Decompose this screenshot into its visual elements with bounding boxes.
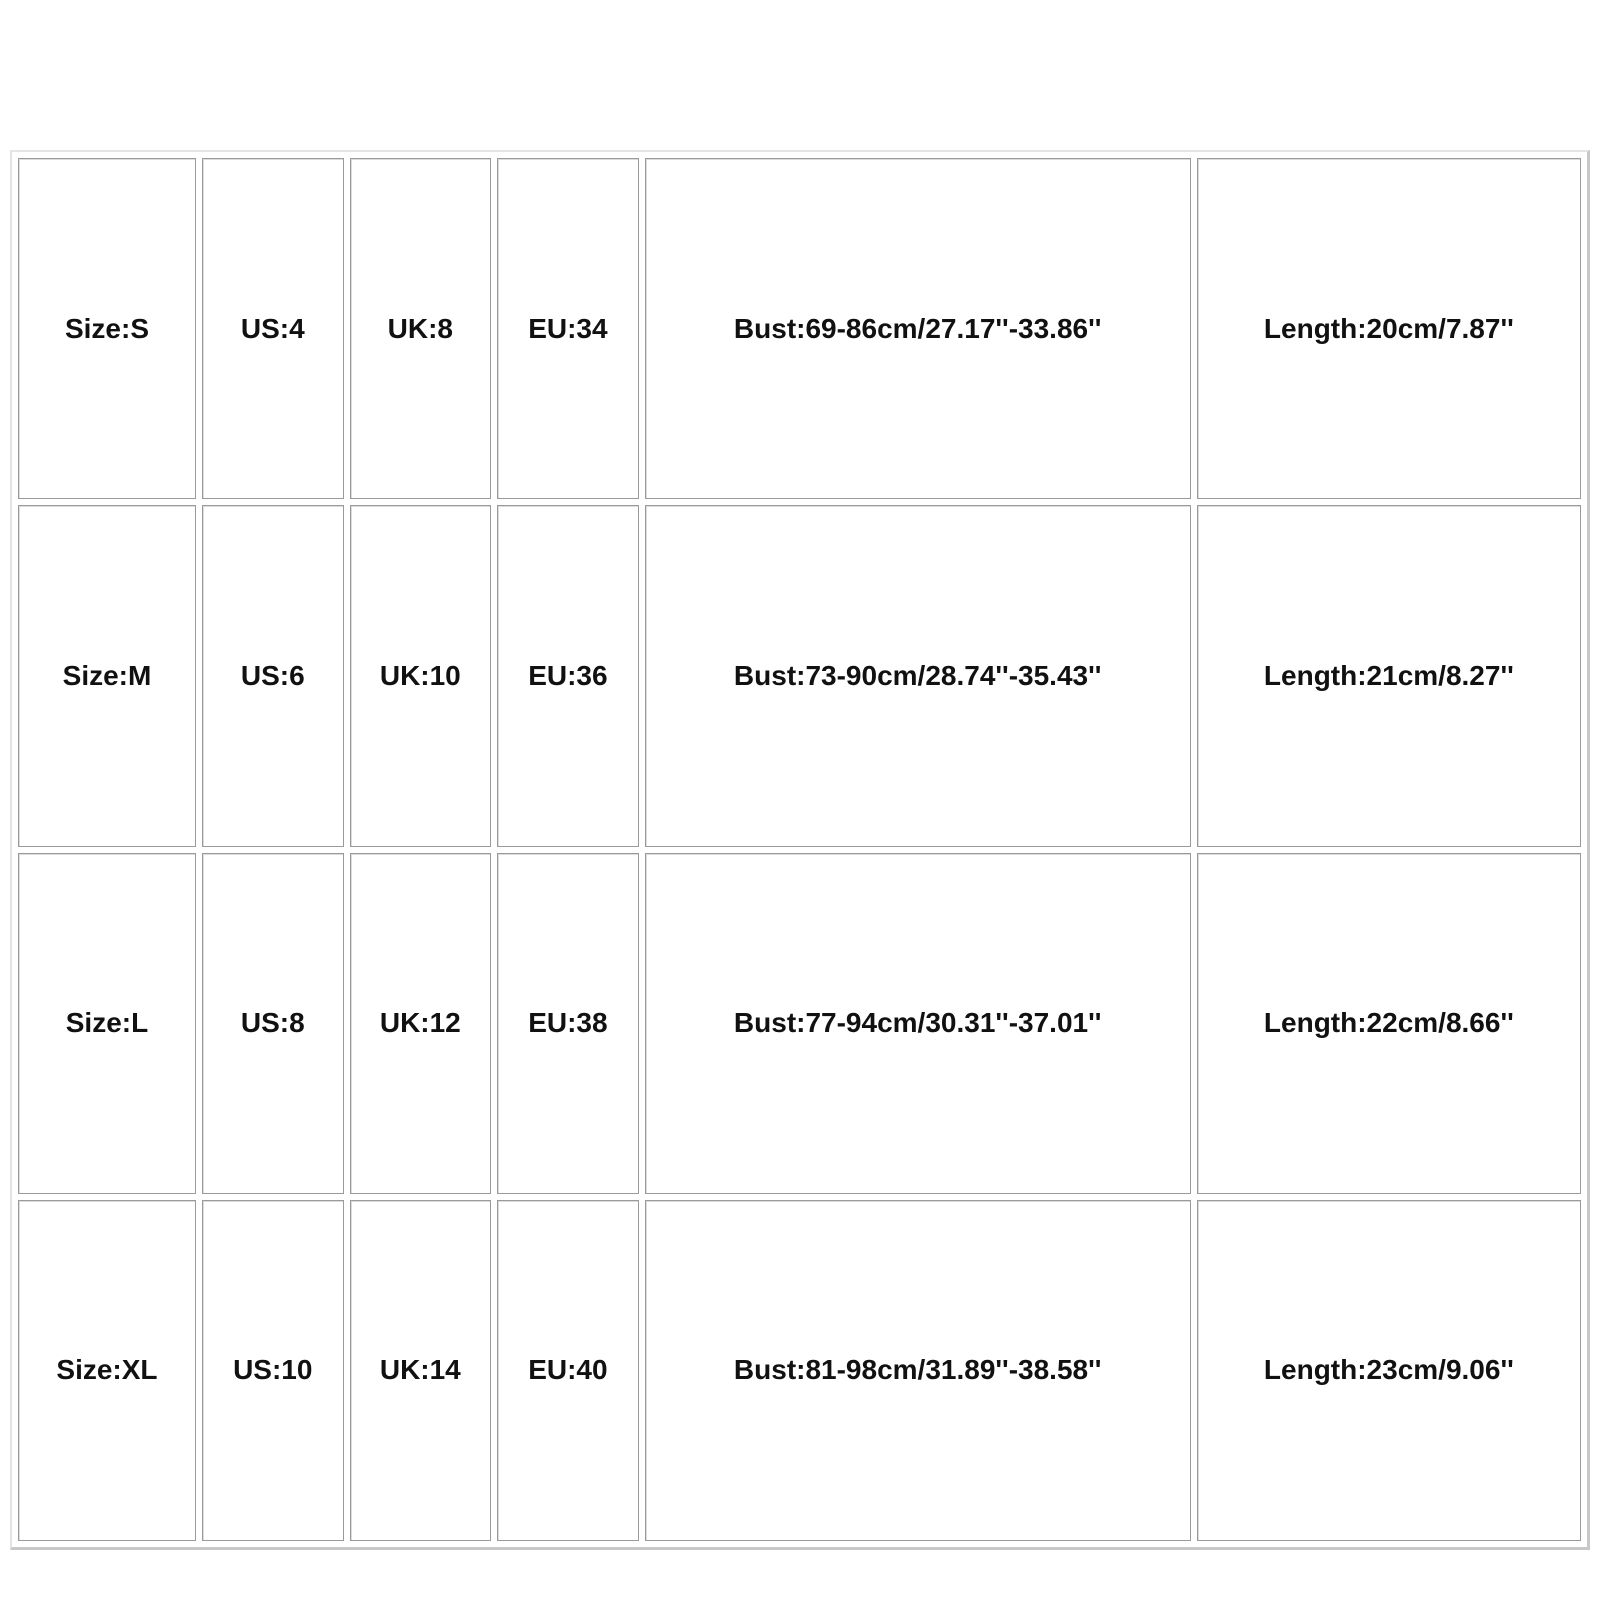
bust-cell: Bust:81-98cm/31.89''-38.58'' bbox=[645, 1200, 1191, 1541]
length-cell: Length:22cm/8.66'' bbox=[1197, 853, 1581, 1194]
bust-cell: Bust:69-86cm/27.17''-33.86'' bbox=[645, 158, 1191, 499]
length-cell: Length:21cm/8.27'' bbox=[1197, 505, 1581, 846]
us-size-cell: US:10 bbox=[202, 1200, 344, 1541]
table-row bbox=[18, 158, 1581, 499]
length-cell: Length:23cm/9.06'' bbox=[1197, 1200, 1581, 1541]
length-cell: Length:20cm/7.87'' bbox=[1197, 158, 1581, 499]
eu-size-cell: EU:40 bbox=[497, 1200, 639, 1541]
uk-size-cell: UK:10 bbox=[350, 505, 492, 846]
size-cell: Size:M bbox=[18, 505, 196, 846]
size-table bbox=[12, 152, 1587, 1547]
eu-size-cell: EU:38 bbox=[497, 853, 639, 1194]
table-row bbox=[18, 505, 1581, 846]
us-size-cell: US:4 bbox=[202, 158, 344, 499]
uk-size-cell: UK:14 bbox=[350, 1200, 492, 1541]
uk-size-cell: UK:12 bbox=[350, 853, 492, 1194]
bust-cell: Bust:73-90cm/28.74''-35.43'' bbox=[645, 505, 1191, 846]
table-row bbox=[18, 853, 1581, 1194]
size-cell: Size:S bbox=[18, 158, 196, 499]
size-chart bbox=[10, 150, 1590, 1550]
size-cell: Size:L bbox=[18, 853, 196, 1194]
us-size-cell: US:6 bbox=[202, 505, 344, 846]
eu-size-cell: EU:34 bbox=[497, 158, 639, 499]
table-row bbox=[18, 1200, 1581, 1541]
eu-size-cell: EU:36 bbox=[497, 505, 639, 846]
uk-size-cell: UK:8 bbox=[350, 158, 492, 499]
bust-cell: Bust:77-94cm/30.31''-37.01'' bbox=[645, 853, 1191, 1194]
us-size-cell: US:8 bbox=[202, 853, 344, 1194]
size-cell: Size:XL bbox=[18, 1200, 196, 1541]
